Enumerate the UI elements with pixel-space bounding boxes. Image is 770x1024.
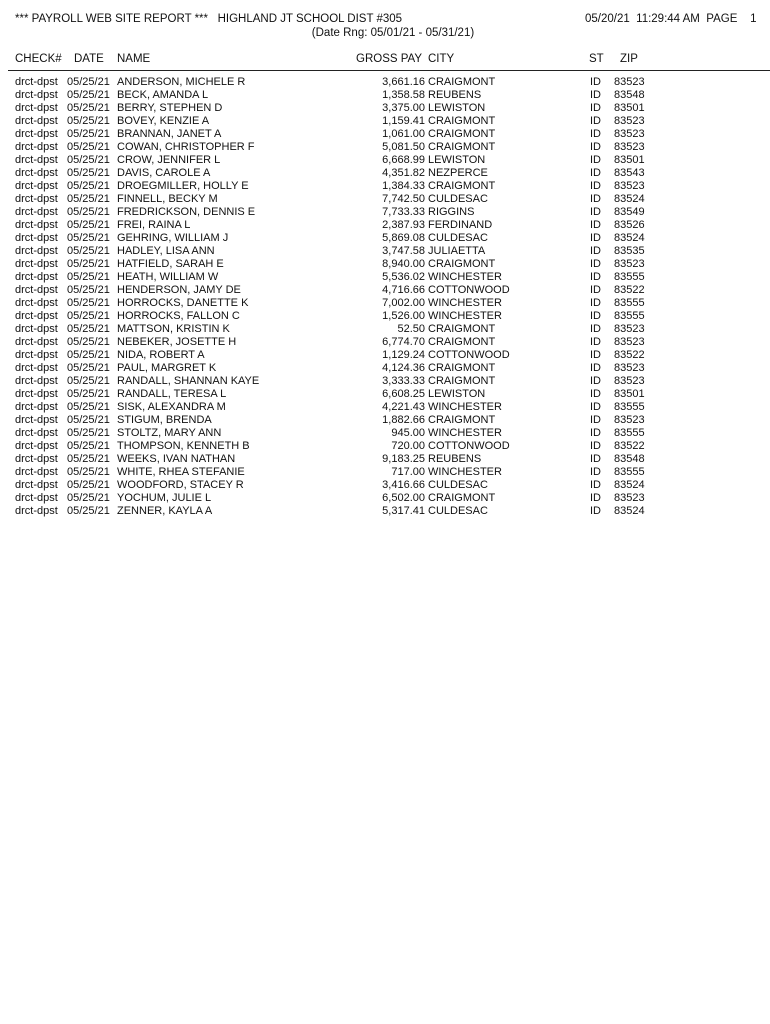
- cell-check: drct-dpst: [15, 440, 58, 452]
- col-date: DATE: [74, 53, 104, 65]
- report-title: *** PAYROLL WEB SITE REPORT *** HIGHLAND JT SCHOOL DIST #305: [15, 13, 403, 25]
- table-row: [0, 466, 770, 479]
- table-row: [0, 154, 770, 167]
- cell-city: WINCHESTER: [428, 271, 502, 283]
- cell-name: COWAN, CHRISTOPHER F: [117, 141, 255, 153]
- cell-zip: 83526: [614, 219, 645, 231]
- cell-city: COTTONWOOD: [428, 284, 510, 296]
- col-zip: ZIP: [620, 53, 638, 65]
- table-row: [0, 232, 770, 245]
- cell-state: ID: [590, 375, 601, 387]
- cell-check: drct-dpst: [15, 284, 58, 296]
- cell-state: ID: [590, 505, 601, 517]
- cell-state: ID: [590, 336, 601, 348]
- cell-state: ID: [590, 492, 601, 504]
- cell-name: YOCHUM, JULIE L: [117, 492, 212, 504]
- cell-gross-pay: 7,742.50: [382, 193, 425, 205]
- cell-name: PAUL, MARGRET K: [117, 362, 217, 374]
- cell-check: drct-dpst: [15, 167, 58, 179]
- cell-check: drct-dpst: [15, 141, 58, 153]
- cell-check: drct-dpst: [15, 323, 58, 335]
- cell-state: ID: [590, 258, 601, 270]
- cell-name: BOVEY, KENZIE A: [117, 115, 210, 127]
- cell-zip: 83555: [614, 271, 645, 283]
- cell-date: 05/25/21: [67, 193, 110, 205]
- column-headers: [0, 53, 770, 69]
- cell-zip: 83523: [614, 492, 645, 504]
- cell-check: drct-dpst: [15, 336, 58, 348]
- cell-zip: 83535: [614, 245, 645, 257]
- cell-check: drct-dpst: [15, 76, 58, 88]
- cell-zip: 83523: [614, 362, 645, 374]
- cell-zip: 83523: [614, 115, 645, 127]
- cell-zip: 83522: [614, 349, 645, 361]
- cell-gross-pay: 5,081.50: [382, 141, 425, 153]
- cell-zip: 83555: [614, 297, 645, 309]
- cell-gross-pay: 6,608.25: [382, 388, 425, 400]
- cell-zip: 83522: [614, 440, 645, 452]
- table-row: [0, 414, 770, 427]
- col-gross-pay: GROSS PAY: [356, 53, 423, 65]
- cell-city: WINCHESTER: [428, 310, 502, 322]
- cell-name: STOLTZ, MARY ANN: [117, 427, 222, 439]
- cell-city: CRAIGMONT: [428, 141, 496, 153]
- cell-zip: 83523: [614, 258, 645, 270]
- cell-name: RANDALL, SHANNAN KAYE: [117, 375, 260, 387]
- cell-city: CRAIGMONT: [428, 336, 496, 348]
- cell-city: LEWISTON: [428, 388, 486, 400]
- col-state: ST: [589, 53, 604, 65]
- table-row: [0, 440, 770, 453]
- payroll-table: [0, 76, 770, 518]
- print-timestamp: 05/20/21 11:29:44 AM PAGE 1: [585, 13, 757, 25]
- cell-check: drct-dpst: [15, 193, 58, 205]
- cell-date: 05/25/21: [67, 128, 110, 140]
- cell-check: drct-dpst: [15, 310, 58, 322]
- table-row: [0, 180, 770, 193]
- cell-city: CRAIGMONT: [428, 362, 496, 374]
- cell-zip: 83522: [614, 284, 645, 296]
- cell-date: 05/25/21: [67, 89, 110, 101]
- cell-zip: 83523: [614, 323, 645, 335]
- cell-state: ID: [590, 245, 601, 257]
- table-row: [0, 141, 770, 154]
- table-row: [0, 310, 770, 323]
- cell-gross-pay: 7,733.33: [382, 206, 425, 218]
- cell-gross-pay: 1,882.66: [382, 414, 425, 426]
- report-header: [0, 0, 770, 56]
- cell-date: 05/25/21: [67, 466, 110, 478]
- cell-city: CRAIGMONT: [428, 115, 496, 127]
- cell-check: drct-dpst: [15, 466, 58, 478]
- cell-date: 05/25/21: [67, 102, 110, 114]
- cell-state: ID: [590, 206, 601, 218]
- cell-check: drct-dpst: [15, 180, 58, 192]
- cell-city: CRAIGMONT: [428, 375, 496, 387]
- cell-zip: 83555: [614, 310, 645, 322]
- cell-check: drct-dpst: [15, 206, 58, 218]
- cell-zip: 83543: [614, 167, 645, 179]
- cell-gross-pay: 3,333.33: [382, 375, 425, 387]
- cell-state: ID: [590, 349, 601, 361]
- cell-name: DROEGMILLER, HOLLY E: [117, 180, 249, 192]
- cell-gross-pay: 720.00: [391, 440, 425, 452]
- cell-zip: 83523: [614, 375, 645, 387]
- table-row: [0, 492, 770, 505]
- cell-city: LEWISTON: [428, 154, 486, 166]
- header-rule: [8, 70, 770, 71]
- cell-city: CULDESAC: [428, 232, 488, 244]
- cell-date: 05/25/21: [67, 414, 110, 426]
- cell-gross-pay: 5,317.41: [382, 505, 425, 517]
- cell-gross-pay: 1,159.41: [382, 115, 425, 127]
- cell-date: 05/25/21: [67, 440, 110, 452]
- cell-gross-pay: 3,375.00: [382, 102, 425, 114]
- cell-check: drct-dpst: [15, 479, 58, 491]
- cell-name: DAVIS, CAROLE A: [117, 167, 211, 179]
- table-row: [0, 219, 770, 232]
- cell-name: HEATH, WILLIAM W: [117, 271, 219, 283]
- cell-city: CULDESAC: [428, 193, 488, 205]
- cell-zip: 83523: [614, 141, 645, 153]
- cell-zip: 83548: [614, 89, 645, 101]
- cell-gross-pay: 1,384.33: [382, 180, 425, 192]
- cell-gross-pay: 3,661.16: [382, 76, 425, 88]
- cell-city: JULIAETTA: [428, 245, 486, 257]
- table-row: [0, 479, 770, 492]
- cell-gross-pay: 6,502.00: [382, 492, 425, 504]
- cell-city: CULDESAC: [428, 505, 488, 517]
- table-row: [0, 297, 770, 310]
- cell-check: drct-dpst: [15, 258, 58, 270]
- cell-zip: 83523: [614, 128, 645, 140]
- cell-date: 05/25/21: [67, 219, 110, 231]
- cell-check: drct-dpst: [15, 453, 58, 465]
- cell-state: ID: [590, 128, 601, 140]
- cell-city: WINCHESTER: [428, 297, 502, 309]
- table-row: [0, 193, 770, 206]
- cell-gross-pay: 9,183.25: [382, 453, 425, 465]
- cell-zip: 83524: [614, 193, 645, 205]
- cell-state: ID: [590, 401, 601, 413]
- col-city: CITY: [428, 53, 455, 65]
- cell-state: ID: [590, 193, 601, 205]
- table-row: [0, 206, 770, 219]
- cell-name: SISK, ALEXANDRA M: [117, 401, 226, 413]
- table-row: [0, 167, 770, 180]
- cell-date: 05/25/21: [67, 336, 110, 348]
- cell-check: drct-dpst: [15, 492, 58, 504]
- cell-check: drct-dpst: [15, 115, 58, 127]
- cell-state: ID: [590, 453, 601, 465]
- cell-city: COTTONWOOD: [428, 349, 510, 361]
- cell-state: ID: [590, 479, 601, 491]
- cell-state: ID: [590, 219, 601, 231]
- cell-state: ID: [590, 141, 601, 153]
- cell-city: CRAIGMONT: [428, 180, 496, 192]
- cell-date: 05/25/21: [67, 115, 110, 127]
- table-row: [0, 89, 770, 102]
- cell-city: CRAIGMONT: [428, 128, 496, 140]
- cell-date: 05/25/21: [67, 362, 110, 374]
- col-name: NAME: [117, 53, 151, 65]
- cell-state: ID: [590, 89, 601, 101]
- cell-check: drct-dpst: [15, 505, 58, 517]
- cell-gross-pay: 4,716.66: [382, 284, 425, 296]
- cell-check: drct-dpst: [15, 349, 58, 361]
- cell-state: ID: [590, 102, 601, 114]
- cell-check: drct-dpst: [15, 154, 58, 166]
- cell-state: ID: [590, 323, 601, 335]
- cell-zip: 83523: [614, 180, 645, 192]
- cell-date: 05/25/21: [67, 427, 110, 439]
- cell-date: 05/25/21: [67, 141, 110, 153]
- cell-zip: 83524: [614, 505, 645, 517]
- cell-zip: 83555: [614, 466, 645, 478]
- cell-name: BRANNAN, JANET A: [117, 128, 222, 140]
- cell-gross-pay: 52.50: [397, 323, 425, 335]
- table-row: [0, 245, 770, 258]
- cell-city: FERDINAND: [428, 219, 493, 231]
- cell-state: ID: [590, 362, 601, 374]
- cell-state: ID: [590, 167, 601, 179]
- cell-city: COTTONWOOD: [428, 440, 510, 452]
- cell-state: ID: [590, 388, 601, 400]
- cell-date: 05/25/21: [67, 245, 110, 257]
- cell-zip: 83523: [614, 76, 645, 88]
- table-row: [0, 388, 770, 401]
- cell-city: CULDESAC: [428, 479, 488, 491]
- cell-zip: 83524: [614, 232, 645, 244]
- cell-name: HATFIELD, SARAH E: [117, 258, 224, 270]
- cell-zip: 83555: [614, 401, 645, 413]
- cell-state: ID: [590, 427, 601, 439]
- cell-gross-pay: 3,747.58: [382, 245, 425, 257]
- cell-date: 05/25/21: [67, 271, 110, 283]
- cell-city: CRAIGMONT: [428, 258, 496, 270]
- cell-gross-pay: 5,869.08: [382, 232, 425, 244]
- cell-name: MATTSON, KRISTIN K: [117, 323, 230, 335]
- cell-gross-pay: 4,124.36: [382, 362, 425, 374]
- cell-name: HADLEY, LISA ANN: [117, 245, 215, 257]
- cell-city: WINCHESTER: [428, 427, 502, 439]
- cell-date: 05/25/21: [67, 232, 110, 244]
- cell-name: BECK, AMANDA L: [117, 89, 209, 101]
- cell-zip: 83501: [614, 102, 645, 114]
- cell-state: ID: [590, 466, 601, 478]
- cell-gross-pay: 7,002.00: [382, 297, 425, 309]
- cell-zip: 83523: [614, 336, 645, 348]
- cell-gross-pay: 1,061.00: [382, 128, 425, 140]
- table-row: [0, 362, 770, 375]
- cell-check: drct-dpst: [15, 271, 58, 283]
- cell-date: 05/25/21: [67, 258, 110, 270]
- cell-zip: 83548: [614, 453, 645, 465]
- cell-date: 05/25/21: [67, 76, 110, 88]
- cell-date: 05/25/21: [67, 375, 110, 387]
- cell-name: NEBEKER, JOSETTE H: [117, 336, 237, 348]
- cell-name: HORROCKS, FALLON C: [117, 310, 240, 322]
- cell-date: 05/25/21: [67, 479, 110, 491]
- cell-check: drct-dpst: [15, 219, 58, 231]
- table-row: [0, 505, 770, 518]
- cell-name: BERRY, STEPHEN D: [117, 102, 223, 114]
- cell-name: HORROCKS, DANETTE K: [117, 297, 249, 309]
- cell-state: ID: [590, 414, 601, 426]
- cell-state: ID: [590, 297, 601, 309]
- cell-gross-pay: 5,536.02: [382, 271, 425, 283]
- cell-date: 05/25/21: [67, 154, 110, 166]
- cell-date: 05/25/21: [67, 401, 110, 413]
- cell-gross-pay: 6,774.70: [382, 336, 425, 348]
- cell-name: HENDERSON, JAMY DE: [117, 284, 241, 296]
- cell-gross-pay: 4,351.82: [382, 167, 425, 179]
- cell-name: ZENNER, KAYLA A: [117, 505, 213, 517]
- cell-city: REUBENS: [428, 89, 482, 101]
- cell-city: CRAIGMONT: [428, 414, 496, 426]
- cell-zip: 83501: [614, 388, 645, 400]
- cell-zip: 83524: [614, 479, 645, 491]
- cell-date: 05/25/21: [67, 284, 110, 296]
- cell-gross-pay: 8,940.00: [382, 258, 425, 270]
- table-row: [0, 284, 770, 297]
- cell-city: CRAIGMONT: [428, 76, 496, 88]
- cell-gross-pay: 2,387.93: [382, 219, 425, 231]
- cell-name: FINNELL, BECKY M: [117, 193, 218, 205]
- cell-gross-pay: 717.00: [391, 466, 425, 478]
- cell-date: 05/25/21: [67, 349, 110, 361]
- cell-name: STIGUM, BRENDA: [117, 414, 212, 426]
- table-row: [0, 271, 770, 284]
- cell-check: drct-dpst: [15, 102, 58, 114]
- cell-name: GEHRING, WILLIAM J: [117, 232, 229, 244]
- cell-check: drct-dpst: [15, 427, 58, 439]
- cell-city: WINCHESTER: [428, 401, 502, 413]
- cell-gross-pay: 1,129.24: [382, 349, 425, 361]
- table-row: [0, 427, 770, 440]
- col-check: CHECK#: [15, 53, 62, 65]
- cell-date: 05/25/21: [67, 206, 110, 218]
- cell-name: WEEKS, IVAN NATHAN: [117, 453, 236, 465]
- cell-gross-pay: 1,358.58: [382, 89, 425, 101]
- cell-name: RANDALL, TERESA L: [117, 388, 227, 400]
- cell-state: ID: [590, 271, 601, 283]
- cell-city: CRAIGMONT: [428, 323, 496, 335]
- cell-name: FREI, RAINA L: [117, 219, 191, 231]
- cell-city: REUBENS: [428, 453, 482, 465]
- cell-check: drct-dpst: [15, 401, 58, 413]
- table-row: [0, 336, 770, 349]
- table-row: [0, 401, 770, 414]
- cell-date: 05/25/21: [67, 453, 110, 465]
- cell-zip: 83501: [614, 154, 645, 166]
- cell-name: WHITE, RHEA STEFANIE: [117, 466, 245, 478]
- cell-check: drct-dpst: [15, 362, 58, 374]
- cell-zip: 83549: [614, 206, 645, 218]
- cell-state: ID: [590, 180, 601, 192]
- cell-check: drct-dpst: [15, 128, 58, 140]
- cell-gross-pay: 945.00: [391, 427, 425, 439]
- cell-zip: 83523: [614, 414, 645, 426]
- cell-check: drct-dpst: [15, 89, 58, 101]
- table-row: [0, 453, 770, 466]
- cell-zip: 83555: [614, 427, 645, 439]
- table-row: [0, 323, 770, 336]
- cell-city: RIGGINS: [428, 206, 475, 218]
- cell-name: ANDERSON, MICHELE R: [117, 76, 246, 88]
- cell-city: CRAIGMONT: [428, 492, 496, 504]
- table-row: [0, 76, 770, 89]
- cell-state: ID: [590, 284, 601, 296]
- table-row: [0, 258, 770, 271]
- cell-city: LEWISTON: [428, 102, 486, 114]
- cell-state: ID: [590, 115, 601, 127]
- table-row: [0, 375, 770, 388]
- table-row: [0, 115, 770, 128]
- cell-check: drct-dpst: [15, 245, 58, 257]
- table-row: [0, 128, 770, 141]
- cell-date: 05/25/21: [67, 297, 110, 309]
- cell-name: WOODFORD, STACEY R: [117, 479, 244, 491]
- cell-check: drct-dpst: [15, 232, 58, 244]
- cell-gross-pay: 1,526.00: [382, 310, 425, 322]
- cell-state: ID: [590, 154, 601, 166]
- cell-check: drct-dpst: [15, 375, 58, 387]
- cell-name: NIDA, ROBERT A: [117, 349, 205, 361]
- cell-name: CROW, JENNIFER L: [117, 154, 221, 166]
- date-range: (Date Rng: 05/01/21 - 05/31/21): [311, 27, 475, 39]
- cell-name: THOMPSON, KENNETH B: [117, 440, 250, 452]
- cell-date: 05/25/21: [67, 388, 110, 400]
- cell-state: ID: [590, 440, 601, 452]
- cell-gross-pay: 3,416.66: [382, 479, 425, 491]
- cell-state: ID: [590, 310, 601, 322]
- cell-name: FREDRICKSON, DENNIS E: [117, 206, 256, 218]
- cell-city: WINCHESTER: [428, 466, 502, 478]
- cell-date: 05/25/21: [67, 323, 110, 335]
- cell-city: NEZPERCE: [428, 167, 488, 179]
- table-row: [0, 102, 770, 115]
- cell-state: ID: [590, 76, 601, 88]
- cell-gross-pay: 6,668.99: [382, 154, 425, 166]
- cell-gross-pay: 4,221.43: [382, 401, 425, 413]
- cell-check: drct-dpst: [15, 388, 58, 400]
- cell-check: drct-dpst: [15, 414, 58, 426]
- cell-date: 05/25/21: [67, 492, 110, 504]
- cell-date: 05/25/21: [67, 167, 110, 179]
- table-row: [0, 349, 770, 362]
- cell-state: ID: [590, 232, 601, 244]
- cell-date: 05/25/21: [67, 180, 110, 192]
- cell-date: 05/25/21: [67, 310, 110, 322]
- cell-date: 05/25/21: [67, 505, 110, 517]
- cell-check: drct-dpst: [15, 297, 58, 309]
